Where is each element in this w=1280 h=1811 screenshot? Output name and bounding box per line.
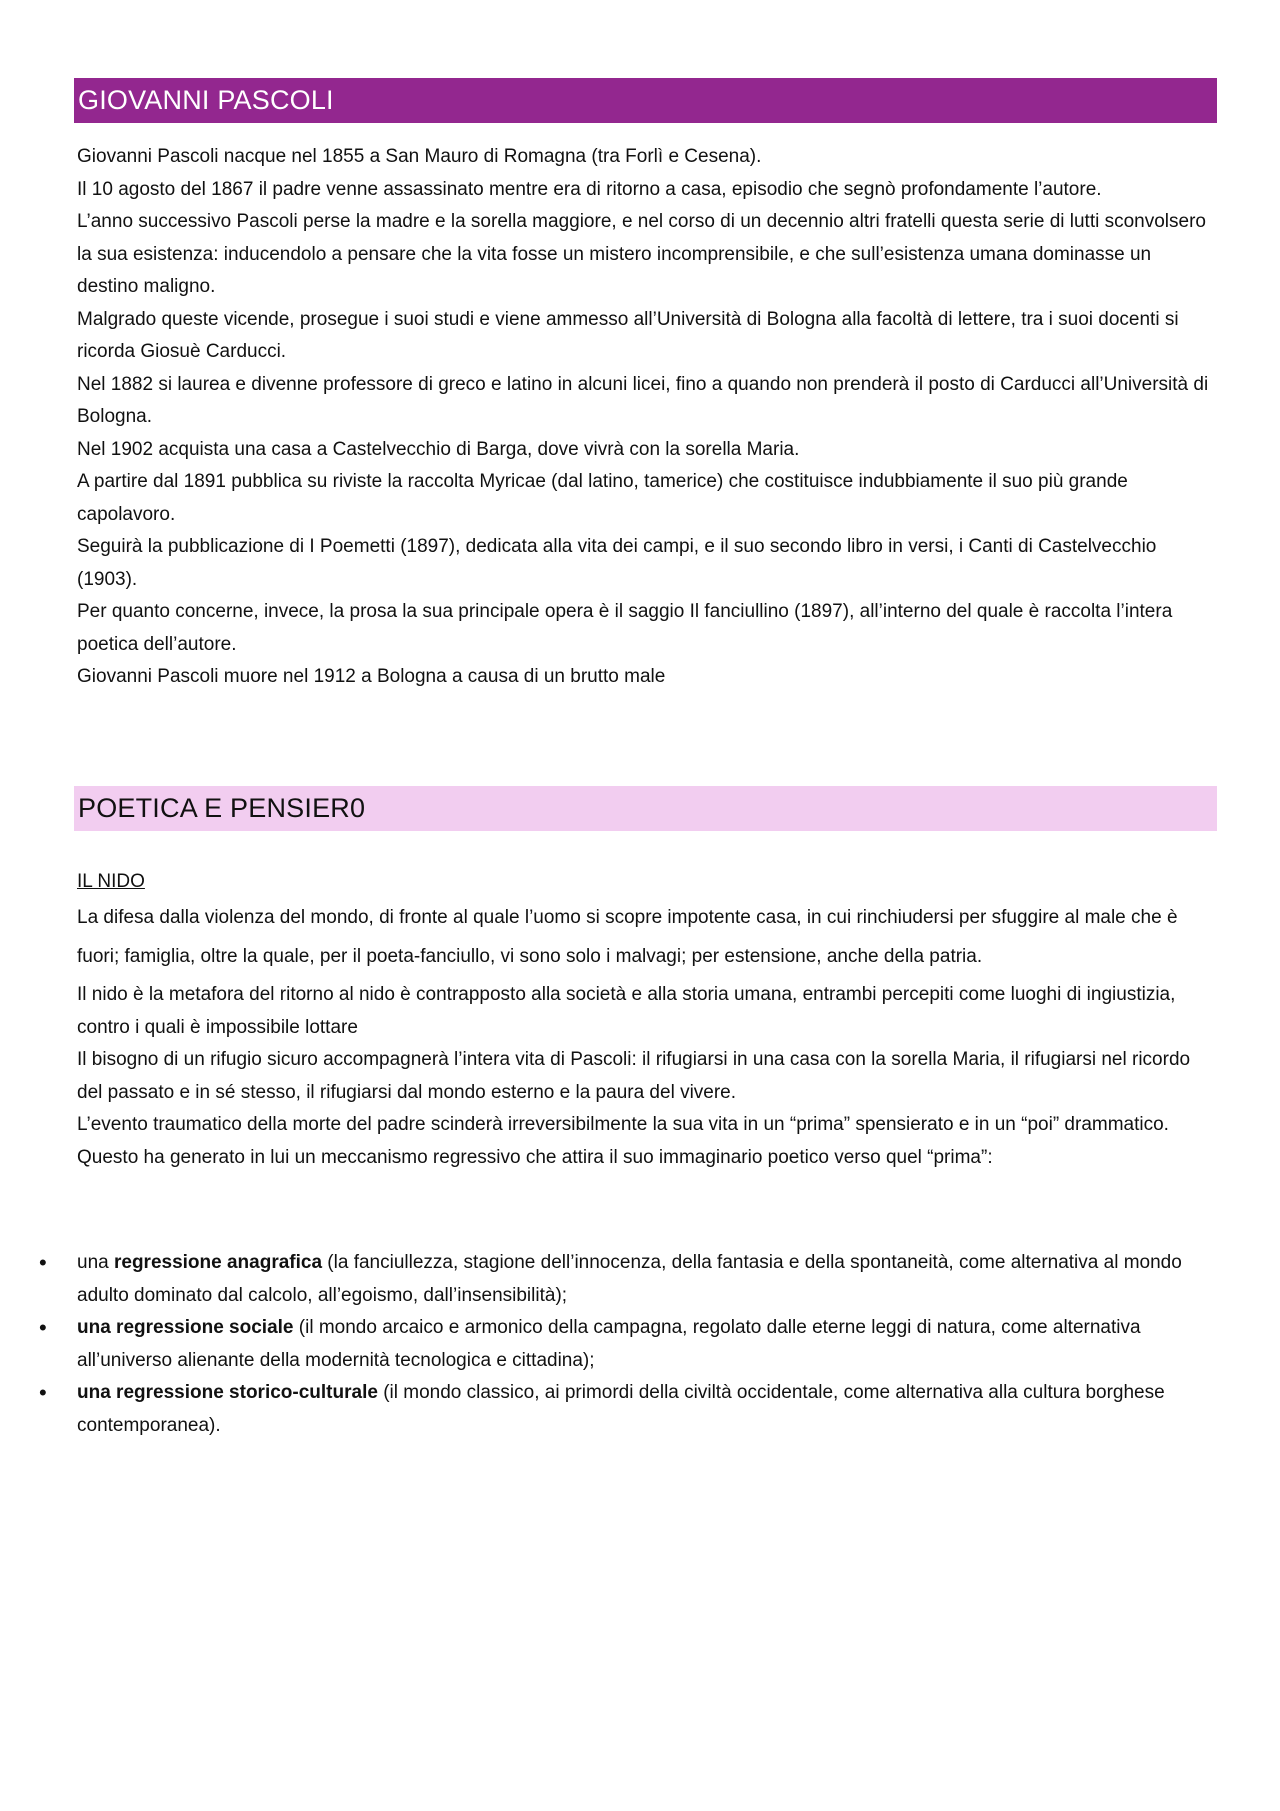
list-item	[39, 1247, 1217, 1312]
bullet-icon: •	[39, 1380, 47, 1405]
bullet-icon: •	[39, 1315, 47, 1340]
list-item-text: (il mondo arcaico e armonico della campagna, regolato dalle eterne leggi di natura, come alternativa all’universo alienante della modernità tecnologica e cittadina);	[77, 1317, 1141, 1371]
section-heading-poetica-e-pensiero	[74, 786, 1217, 831]
paragraph: Giovanni Pascoli nacque nel 1855 a San Mauro di Romagna (tra Forlì e Cesena).	[77, 146, 762, 167]
biography-text	[77, 141, 1217, 694]
paragraph: Nel 1902 acquista una casa a Castelvecchio di Barga, dove vivrà con la sorella Maria.	[77, 438, 800, 460]
paragraph: Seguirà la pubblicazione di I Poemetti (1897), dedicata alla vita dei campi, e il suo secondo libro in versi, i Canti di Castelvecchio (1903).	[77, 536, 1157, 590]
bullet-icon: •	[39, 1250, 47, 1275]
paragraph: Nel 1882 si laurea e divenne professore di greco e latino in alcuni licei, fino a quando non prenderà il posto di Carducci all’Università di Bologna.	[77, 373, 1209, 427]
list-item-text: (la fanciullezza, stagione dell’innocenza, della fantasia e della spontaneità, come alternativa al mondo adulto dominato dal calcolo, all’egoismo, dall’insensibilità);	[77, 1252, 1182, 1306]
list-item	[39, 1312, 1217, 1377]
list-item-bold: regressione anagrafica	[113, 1252, 323, 1273]
regression-list	[39, 1247, 1217, 1442]
section-heading-giovanni-pascoli	[74, 78, 1217, 123]
paragraph: L’anno successivo Pascoli perse la madre e la sorella maggiore, e nel corso di un decennio altri fratelli questa serie di lutti sconvolsero la sua esistenza: inducendolo a pensare che la vita fosse un mistero incomprensibile, e che sull’esistenza umana dominasse un destino maligno.	[77, 211, 1206, 297]
paragraph: Malgrado queste vicende, prosegue i suoi studi e viene ammesso all’Università di Bologna alla facoltà di lettere, tra i suoi docenti si ricorda Giosuè Carducci.	[77, 308, 1179, 362]
list-item-text: (il mondo classico, ai primordi della civiltà occidentale, come alternativa alla cultura borghese contemporanea).	[77, 1382, 1165, 1436]
paragraph-intro: La difesa dalla violenza del mondo, di fronte al quale l’uomo si scopre impotente casa, in cui rinchiudersi per sfuggire al male che è fuori; famiglia, oltre la quale, per il poeta-fanciullo, vi sono solo i malvagi; per estensione, anche della patria.	[77, 907, 1178, 967]
paragraph: Questo ha generato in lui un meccanismo regressivo che attira il suo immaginario poetico verso quel “prima”:	[77, 1146, 993, 1168]
paragraph: Il bisogno di un rifugio sicuro accompagnerà l’intera vita di Pascoli: il rifugiarsi in una casa con la sorella Maria, il rifugiarsi nel ricordo del passato e in sé stesso, il rifugiarsi dal mondo esterno e la paura del vivere.	[77, 1049, 1191, 1103]
list-item-lead: una	[77, 1252, 114, 1273]
section-heading-text: POETICA E PENSIER0	[78, 793, 366, 823]
paragraph: L’evento traumatico della morte del padre scinderà irreversibilmente la sua vita in un “prima” spensierato e in un “poi” drammatico.	[77, 1114, 1169, 1135]
paragraph: Il nido è la metafora del ritorno al nido è contrapposto alla società e alla storia umana, entrambi percepiti come luoghi di ingiustizia, contro i quali è impossibile lottare	[77, 984, 1176, 1038]
paragraph: Il 10 agosto del 1867 il padre venne assassinato mentre era di ritorno a casa, episodio che segnò profondamente l’autore.	[77, 178, 1102, 200]
list-item-bold: una regressione storico-culturale	[77, 1382, 378, 1403]
paragraph: Per quanto concerne, invece, la prosa la sua principale opera è il saggio Il fanciullino (1897), all’interno del quale è raccolta l’intera poetica dell’autore.	[77, 601, 1173, 655]
list-item-bold: una regressione sociale	[77, 1317, 294, 1338]
subheading-il-nido: IL NIDO	[77, 871, 145, 892]
il-nido-text	[77, 898, 1217, 1174]
list-item	[39, 1377, 1217, 1442]
section-heading-text: GIOVANNI PASCOLI	[78, 85, 334, 115]
paragraph: Giovanni Pascoli muore nel 1912 a Bologna a causa di un brutto male	[77, 666, 666, 687]
paragraph: A partire dal 1891 pubblica su riviste la raccolta Myricae (dal latino, tamerice) che costituisce indubbiamente il suo più grande capolavoro.	[77, 471, 1128, 525]
